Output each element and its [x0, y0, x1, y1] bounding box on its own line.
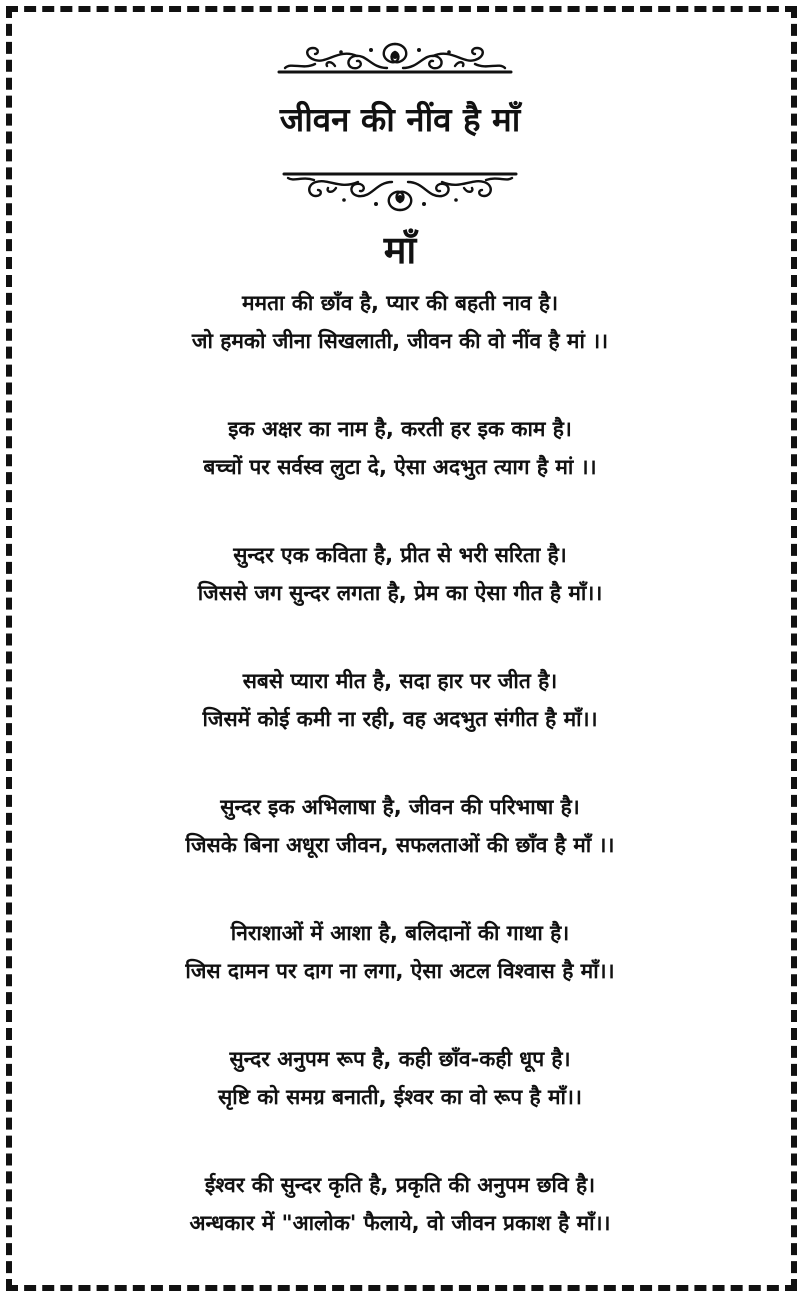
poem-line: सृष्टि को समग्र बनाती, ईश्वर का वो रूप है माँ।। [218, 1085, 582, 1109]
poem-heading: माँ [383, 228, 417, 272]
poem-line: निराशाओं में आशा है, बलिदानों की गाथा है। [230, 921, 570, 945]
stanza-6 [0, 914, 800, 1040]
stanza-2 [0, 410, 800, 536]
poem-line: जिसके बिना अधूरा जीवन, सफलताओं की छाँव है माँ ।। [185, 833, 615, 857]
poem-line: बच्चों पर सर्वस्व लुटा दे, ऐसा अदभुत त्याग है मां ।। [203, 455, 597, 479]
page-title: जीवन की नींव है माँ [279, 100, 521, 139]
stanza-1 [0, 284, 800, 410]
poem-line: ममता की छाँव है, प्यार की बहती नाव है। [241, 291, 559, 315]
poem-line: जो हमको जीना सिखलाती, जीवन की वो नींव है मां ।। [191, 329, 609, 353]
stanza-7 [0, 1040, 800, 1166]
poem-line: अन्धकार में "आलोक' फैलाये, वो जीवन प्रकाश है माँ।। [189, 1211, 611, 1235]
bottom-ornament-icon [280, 168, 520, 216]
stanza-5 [0, 788, 800, 914]
stanza-3 [0, 536, 800, 662]
poem-body [0, 284, 800, 1292]
poem-line: जिससे जग सुन्दर लगता है, प्रेम का ऐसा गीत है माँ।। [197, 581, 603, 605]
stanza-8 [0, 1166, 800, 1292]
poem-line: सुन्दर अनुपम रूप है, कही छाँव-कही धूप है। [229, 1047, 571, 1071]
poem-line: ईश्वर की सुन्दर कृति है, प्रकृति की अनुपम छवि है। [204, 1173, 596, 1197]
top-ornament-icon [275, 38, 515, 78]
poem-line: जिसमें कोई कमी ना रही, वह अदभुत संगीत है माँ।। [202, 707, 598, 731]
stanza-4 [0, 662, 800, 788]
poem-line: इक अक्षर का नाम है, करती हर इक काम है। [228, 417, 572, 441]
poem-line: सबसे प्यारा मीत है, सदा हार पर जीत है। [242, 669, 558, 693]
poem-line: सुन्दर इक अभिलाषा है, जीवन की परिभाषा है। [220, 795, 580, 819]
poem-line: जिस दामन पर दाग ना लगा, ऐसा अटल विश्वास है माँ।। [185, 959, 615, 983]
poem-line: सुन्दर एक कविता है, प्रीत से भरी सरिता है। [233, 543, 567, 567]
